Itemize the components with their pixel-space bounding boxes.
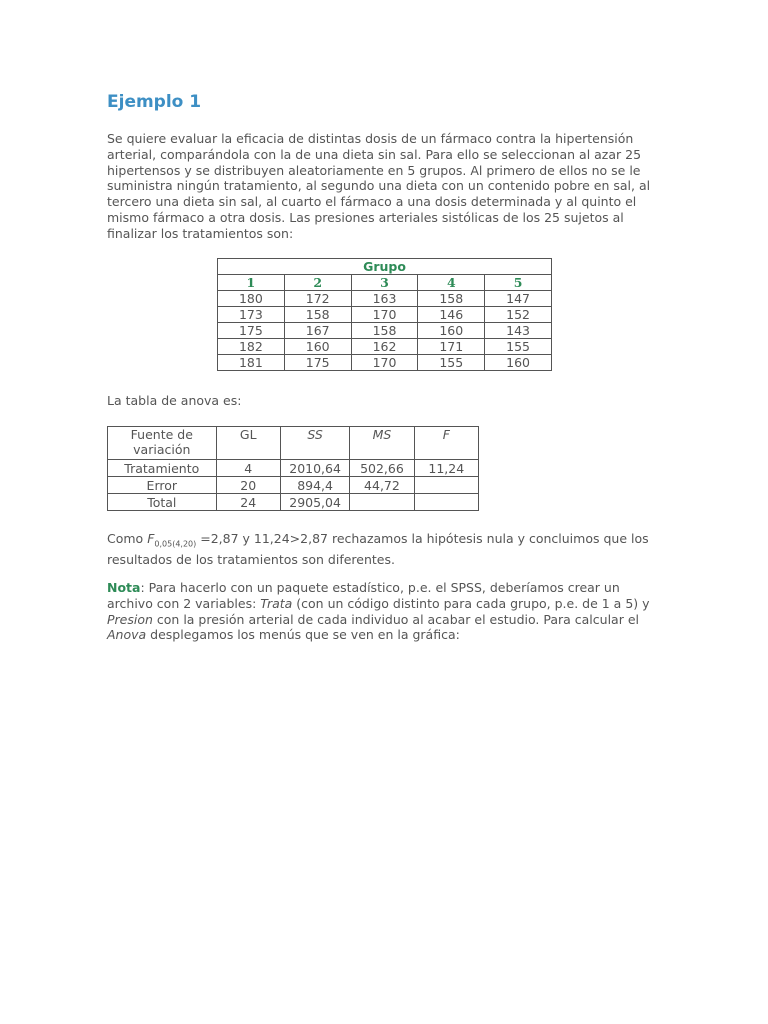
page-title: Ejemplo 1 <box>107 92 202 112</box>
intro-paragraph: Se quiere evaluar la eficacia de distintas dosis de un fármaco contra la hipertensión arterial, comparándola con la de una dieta sin sal. Para ello se seleccionan al azar 25 hipertensos y se distribuyen aleatoriamente en 5 grupos. Al primero de ellos no se le suministra ningún tratamiento, al segundo una dieta con un contenido pobre en sal, al tercero una dieta sin sal, al cuarto el fármaco a una dosis determinada y al quinto el mismo fármaco a otra dosis. Las presiones arteriales sistólicas de los 25 sujetos al finalizar los tratamientos son: <box>107 131 651 241</box>
nota-text: desplegamos los menús que se ven en la gráfica: <box>146 627 460 643</box>
table-cell: 155 <box>485 339 552 355</box>
table-cell: 175 <box>284 355 351 371</box>
table-row <box>218 339 552 355</box>
table-cell: 894,4 <box>280 477 349 494</box>
table-cell: 2010,64 <box>280 460 349 477</box>
group-header: 5 <box>485 275 552 291</box>
nota-label: Nota <box>107 580 141 595</box>
table-cell: 20 <box>216 477 280 494</box>
table-cell: Total <box>108 494 217 511</box>
groups-table-header-row <box>218 275 552 291</box>
table-cell: 172 <box>284 291 351 307</box>
group-header: 2 <box>284 275 351 291</box>
table-cell: 171 <box>418 339 485 355</box>
anova-header-gl: GL <box>216 427 280 460</box>
table-cell: 155 <box>418 355 485 371</box>
table-cell: 175 <box>218 323 285 339</box>
variable-trata: Trata <box>260 595 293 611</box>
table-cell: Error <box>108 477 217 494</box>
table-cell: 158 <box>351 323 418 339</box>
table-cell: 162 <box>351 339 418 355</box>
table-cell <box>414 494 478 511</box>
table-cell: 2905,04 <box>280 494 349 511</box>
group-header: 1 <box>218 275 285 291</box>
groups-table-title: Grupo <box>218 259 552 275</box>
table-cell: 158 <box>284 307 351 323</box>
anova-header-row <box>108 427 479 460</box>
anova-table <box>107 426 479 511</box>
table-cell <box>350 494 414 511</box>
variable-presion: Presion <box>107 611 153 627</box>
anova-term: Anova <box>107 627 147 643</box>
groups-table-title-row <box>218 259 552 275</box>
table-row <box>218 355 552 371</box>
table-row <box>218 323 552 339</box>
table-row <box>108 460 479 477</box>
conclusion-prefix: Como <box>107 531 148 546</box>
nota-text: con la presión arterial de cada individuo al acabar el estudio. Para calcular el <box>152 611 639 627</box>
table-cell: 170 <box>351 355 418 371</box>
table-cell: 11,24 <box>414 460 478 477</box>
table-cell: 147 <box>485 291 552 307</box>
table-cell: 181 <box>218 355 285 371</box>
table-cell: 24 <box>216 494 280 511</box>
table-cell: 182 <box>218 339 285 355</box>
f-symbol: F <box>147 531 155 546</box>
table-cell: 44,72 <box>350 477 414 494</box>
group-header: 4 <box>418 275 485 291</box>
table-cell: 160 <box>284 339 351 355</box>
conclusion-paragraph <box>107 531 667 568</box>
nota-paragraph <box>107 580 667 643</box>
table-cell: 4 <box>216 460 280 477</box>
table-cell: 146 <box>418 307 485 323</box>
group-header: 3 <box>351 275 418 291</box>
table-row <box>108 477 479 494</box>
table-cell: 160 <box>418 323 485 339</box>
table-cell: 152 <box>485 307 552 323</box>
table-cell: 170 <box>351 307 418 323</box>
groups-table <box>217 258 552 371</box>
table-cell: 502,66 <box>350 460 414 477</box>
table-cell: 160 <box>485 355 552 371</box>
table-cell: 158 <box>418 291 485 307</box>
table-row <box>218 307 552 323</box>
nota-text: : Para hacerlo con un paquete estadístico, p.e. el SPSS, deberíamos crear un archivo con 2 variables: <box>107 580 620 611</box>
table-cell: 143 <box>485 323 552 339</box>
table-cell: 163 <box>351 291 418 307</box>
anova-header-ss: SS <box>280 427 349 460</box>
table-cell: 180 <box>218 291 285 307</box>
anova-header-source: Fuente de variación <box>108 427 217 460</box>
table-row <box>218 291 552 307</box>
table-cell: 173 <box>218 307 285 323</box>
anova-intro: La tabla de anova es: <box>107 393 242 408</box>
table-cell: Tratamiento <box>108 460 217 477</box>
table-cell: 167 <box>284 323 351 339</box>
table-row <box>108 494 479 511</box>
anova-header-f: F <box>414 427 478 460</box>
table-cell <box>414 477 478 494</box>
anova-header-ms: MS <box>350 427 414 460</box>
f-subscript: 0,05(4,20) <box>154 539 197 549</box>
nota-text: (con un código distinto para cada grupo, p.e. de 1 a 5) y <box>292 595 650 611</box>
conclusion-text: =2,87 y 11,24>2,87 rechazamos la hipótesis nula y concluimos que los resultados de los tratamientos son diferentes. <box>107 531 649 568</box>
